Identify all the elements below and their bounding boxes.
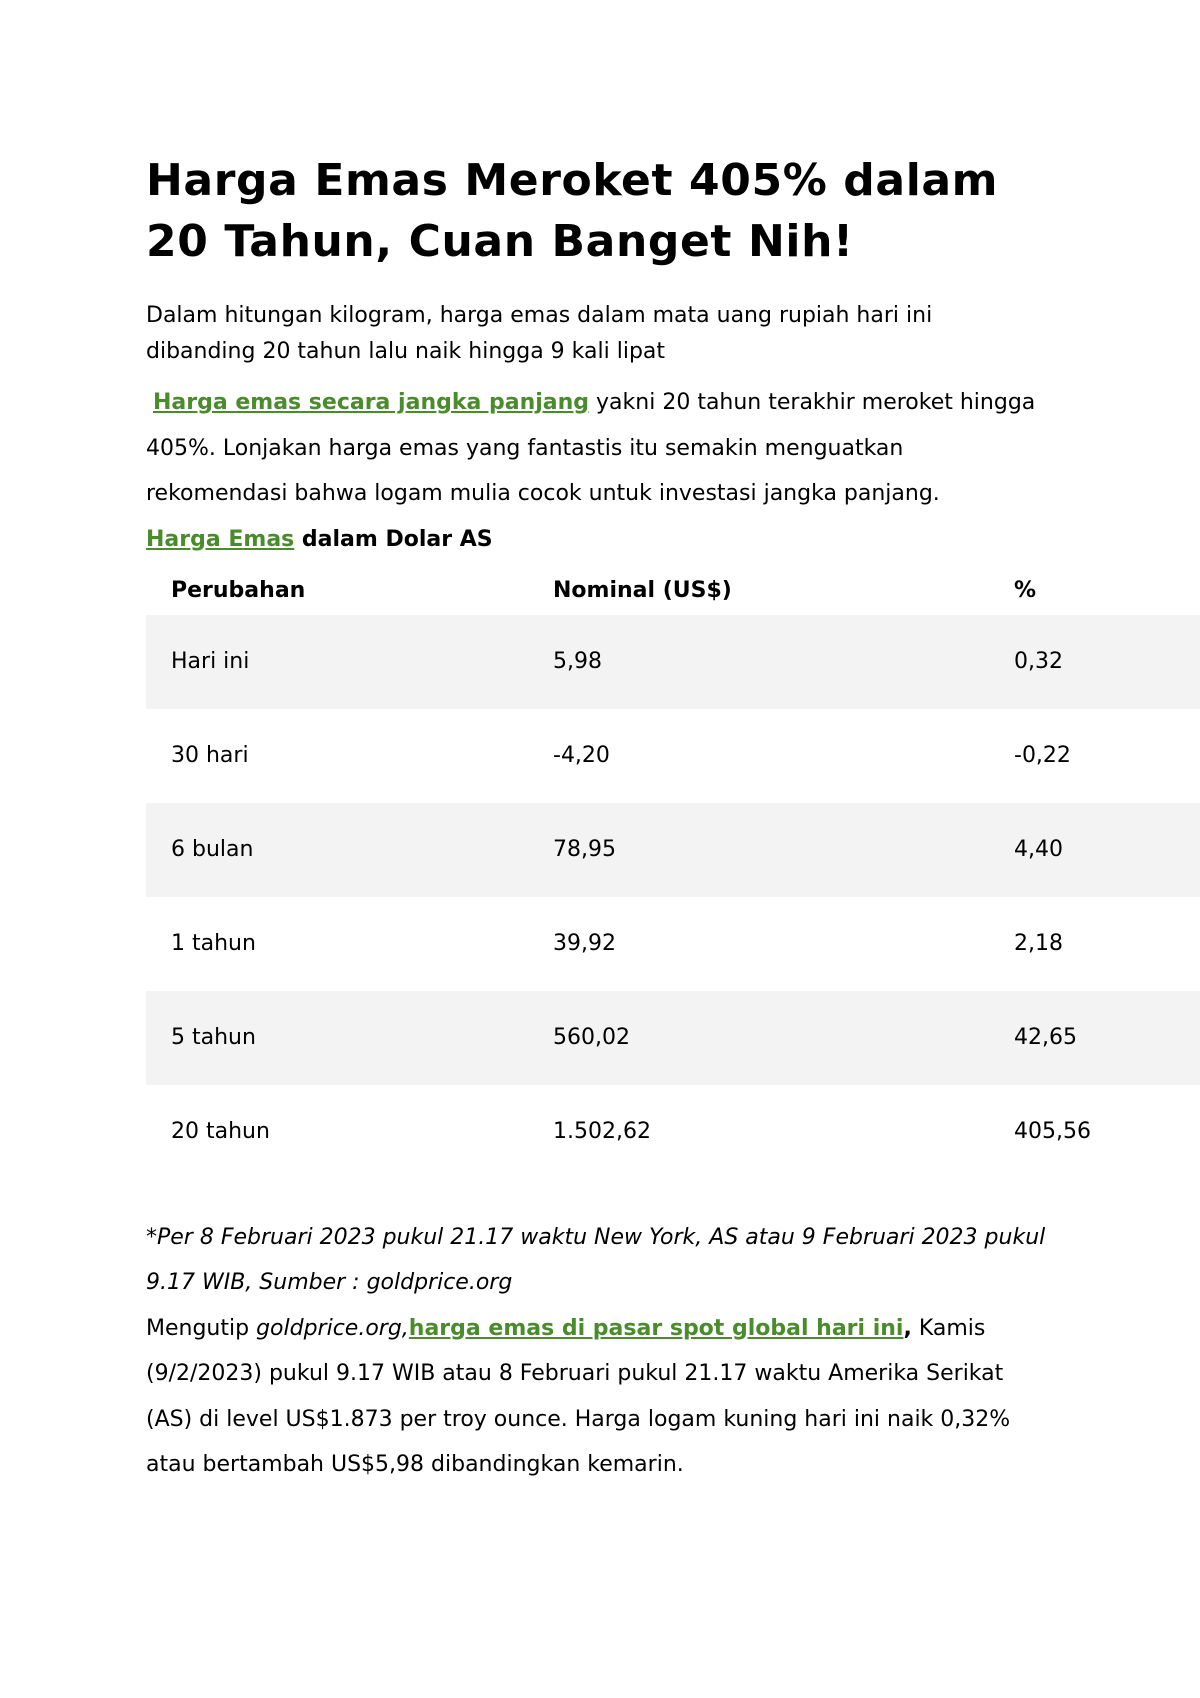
column-header: Perubahan [171, 578, 306, 603]
table-heading [146, 517, 1200, 563]
table-cell: 6 bulan [146, 803, 528, 897]
table-row [146, 803, 1200, 897]
table-cell: 1.502,62 [553, 1119, 651, 1144]
table-cell: 4,40 [989, 803, 1200, 897]
paragraph-intro-text: yakni 20 tahun terakhir meroket hingga 405%. Lonjakan harga emas yang fantastis itu semakin menguatkan rekomendasi bahwa logam mulia cocok untuk investasi jangka panjang. [146, 390, 1036, 506]
table-cell: 2,18 [1014, 931, 1063, 956]
column-header: % [1014, 578, 1037, 603]
comma: , [903, 1315, 912, 1341]
table-cell: 0,32 [989, 615, 1200, 709]
column-header: Nominal (US$) [553, 578, 732, 603]
table-cell: -4,20 [553, 743, 610, 768]
table-row [146, 615, 1200, 709]
source-name: goldprice.org, [256, 1315, 409, 1341]
link-harga-emas[interactable]: Harga Emas [146, 526, 295, 552]
table-cell: 1 tahun [171, 931, 256, 956]
article [146, 150, 1200, 1488]
table-cell: 5 tahun [146, 991, 528, 1085]
table-row [146, 1085, 1200, 1179]
table-cell: 5,98 [528, 615, 989, 709]
table-cell: Hari ini [146, 615, 528, 709]
table-cell: 20 tahun [171, 1119, 270, 1144]
link-harga-emas-jangka-panjang[interactable]: Harga emas secara jangka panjang [153, 390, 590, 415]
table-cell: 30 hari [171, 743, 249, 768]
paragraph-intro [146, 380, 1046, 517]
table-cell: 39,92 [553, 931, 616, 956]
table-cell: 42,65 [989, 991, 1200, 1085]
paragraph-quote-text: Kamis (9/2/2023) pukul 9.17 WIB atau 8 Februari pukul 21.17 waktu Amerika Serikat (AS) di level US$1.873 per troy ounce. Harga logam kuning hari ini naik 0,32% atau bertambah US$5,98 dibandingkan kemarin. [146, 1315, 1011, 1477]
table-row [146, 709, 1200, 803]
article-lead: Dalam hitungan kilogram, harga emas dalam mata uang rupiah hari ini dibanding 20 tahun lalu naik hingga 9 kali lipat [146, 303, 933, 364]
table-header-row [146, 567, 1200, 615]
table-row [146, 991, 1200, 1085]
gold-price-table [146, 567, 1200, 1179]
table-heading-text: dalam Dolar AS [294, 526, 493, 552]
article-title: Harga Emas Meroket 405% dalam 20 Tahun, Cuan Banget Nih! [146, 155, 999, 267]
table-cell: 560,02 [528, 991, 989, 1085]
paragraph-quote [146, 1306, 1046, 1488]
table-cell: 78,95 [528, 803, 989, 897]
paragraph-quote-prefix: Mengutip [146, 1315, 257, 1341]
table-row [146, 897, 1200, 991]
table-cell: 405,56 [1014, 1119, 1091, 1144]
link-harga-emas-spot-global[interactable]: harga emas di pasar spot global hari ini [408, 1315, 904, 1341]
table-cell: -0,22 [1014, 743, 1071, 768]
source-note: *Per 8 Februari 2023 pukul 21.17 waktu New York, AS atau 9 Februari 2023 pukul 9.17 WIB, Sumber : goldprice.org [146, 1224, 1046, 1295]
